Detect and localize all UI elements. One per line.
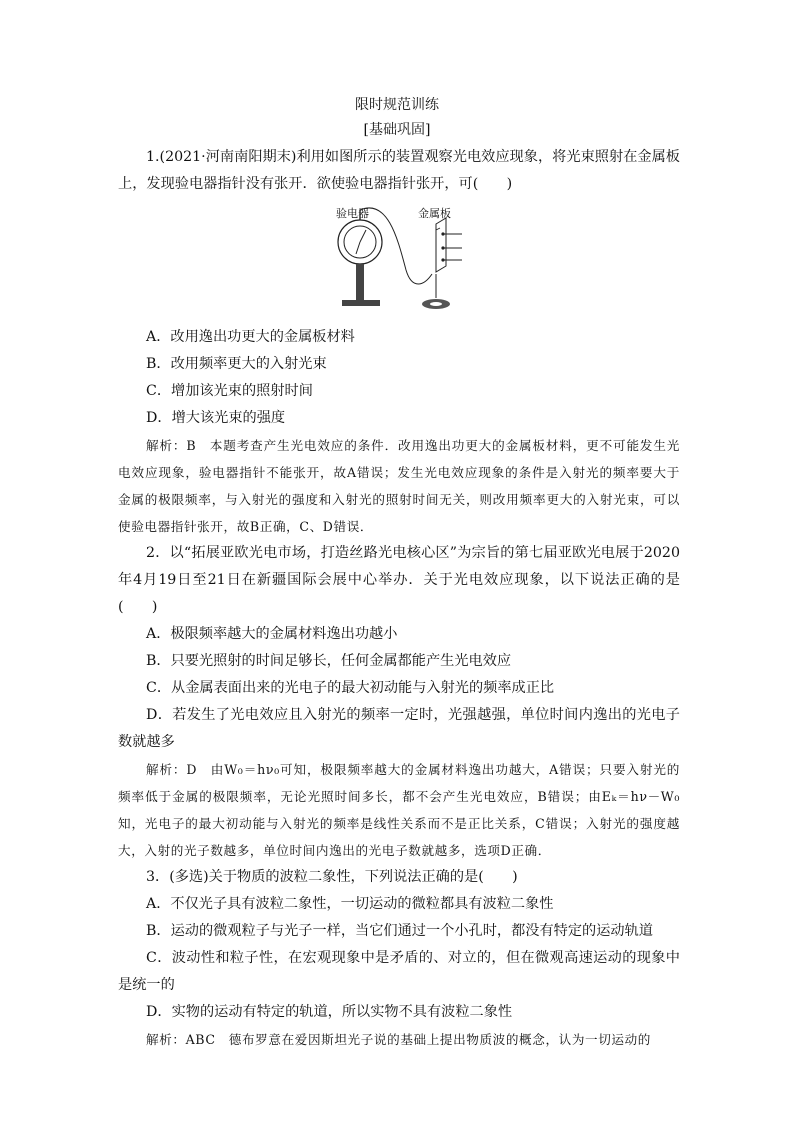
electroscope-label: 验电器 [336,207,369,220]
question-1-stem: 1.(2021·河南南阳期末)利用如图所示的装置观察光电效应现象，将光束照射在金属板上，发现验电器指针没有张开．欲使验电器指针张开，可( ) [118,149,680,192]
question-3-option-b: B．运动的微观粒子与光子一样，当它们通过一个小孔时，都没有特定的运动轨道 [146,923,653,939]
question-3-explanation: 解析：ABC 德布罗意在爱因斯坦光子说的基础上提出物质波的概念，认为一切运动的 [146,1032,651,1047]
question-2-option-c: C．从金属表面出来的光电子的最大初动能与入射光的频率成正比 [146,680,555,696]
question-2-stem: 2．以“拓展亚欧光电市场，打造丝路光电核心区”为宗旨的第七届亚欧光电展于2020年4月19日至21日在新疆国际会展中心举办．关于光电效应现象，以下说法正确的是( ) [118,545,680,615]
question-3-option-c: C．波动性和粒子性，在宏观现象中是矛盾的、对立的，但在微观高速运动的现象中是统一的 [118,950,680,993]
question-3-stem: 3．(多选)关于物质的波粒二象性，下列说法正确的是( ) [146,869,518,885]
question-1-option-c: C．增加该光束的照射时间 [146,383,313,399]
question-2-explanation: 解析：D 由W₀＝hν₀可知，极限频率越大的金属材料逸出功越大，A错误；只要入射光的频率低于金属的极限频率，无论光照时间多长，都不会产生光电效应，B错误；由Eₖ＝hν－W₀知，光电子的最大初动能与入射光的频率是线性关系而不是正比关系，C错误；入射光的强度越大，入射的光子数越多，单位时间内逸出的光电子数就越多，选项D正确． [118,762,680,858]
question-2-option-a: A．极限频率越大的金属材料逸出功越小 [146,626,398,642]
question-2-option-d: D．若发生了光电效应且入射光的频率一定时，光强越强，单位时间内逸出的光电子数就越多 [118,707,680,750]
photoelectric-apparatus-figure [118,200,680,320]
document-body [118,144,680,1053]
page-title: 限时规范训练 [355,97,439,113]
question-3-option-a: A．不仅光子具有波粒二象性，一切运动的微粒都具有波粒二象性 [146,896,554,912]
question-1-explanation: 解析：B 本题考查产生光电效应的条件．改用逸出功更大的金属板材料，更不可能发生光电效应现象，验电器指针不能张开，故A错误；发生光电效应现象的条件是入射光的频率要大于金属的极限频率，与入射光的强度和入射光的照射时间无关，则改用频率更大的入射光束，可以使验电器指针张开，故B正确，C、D错误． [118,438,680,534]
question-1-option-a: A．改用逸出功更大的金属板材料 [146,329,355,345]
question-1-option-d: D．增大该光束的强度 [146,410,286,426]
section-heading: [基础巩固] [363,122,431,138]
apparatus-diagram [328,200,468,320]
question-2-option-b: B．只要光照射的时间足够长，任何金属都能产生光电效应 [146,653,512,669]
question-1-option-b: B．改用频率更大的入射光束 [146,356,327,372]
question-3-option-d: D．实物的运动有特定的轨道，所以实物不具有波粒二象性 [146,1004,513,1020]
metal-plate-label: 金属板 [418,207,451,220]
